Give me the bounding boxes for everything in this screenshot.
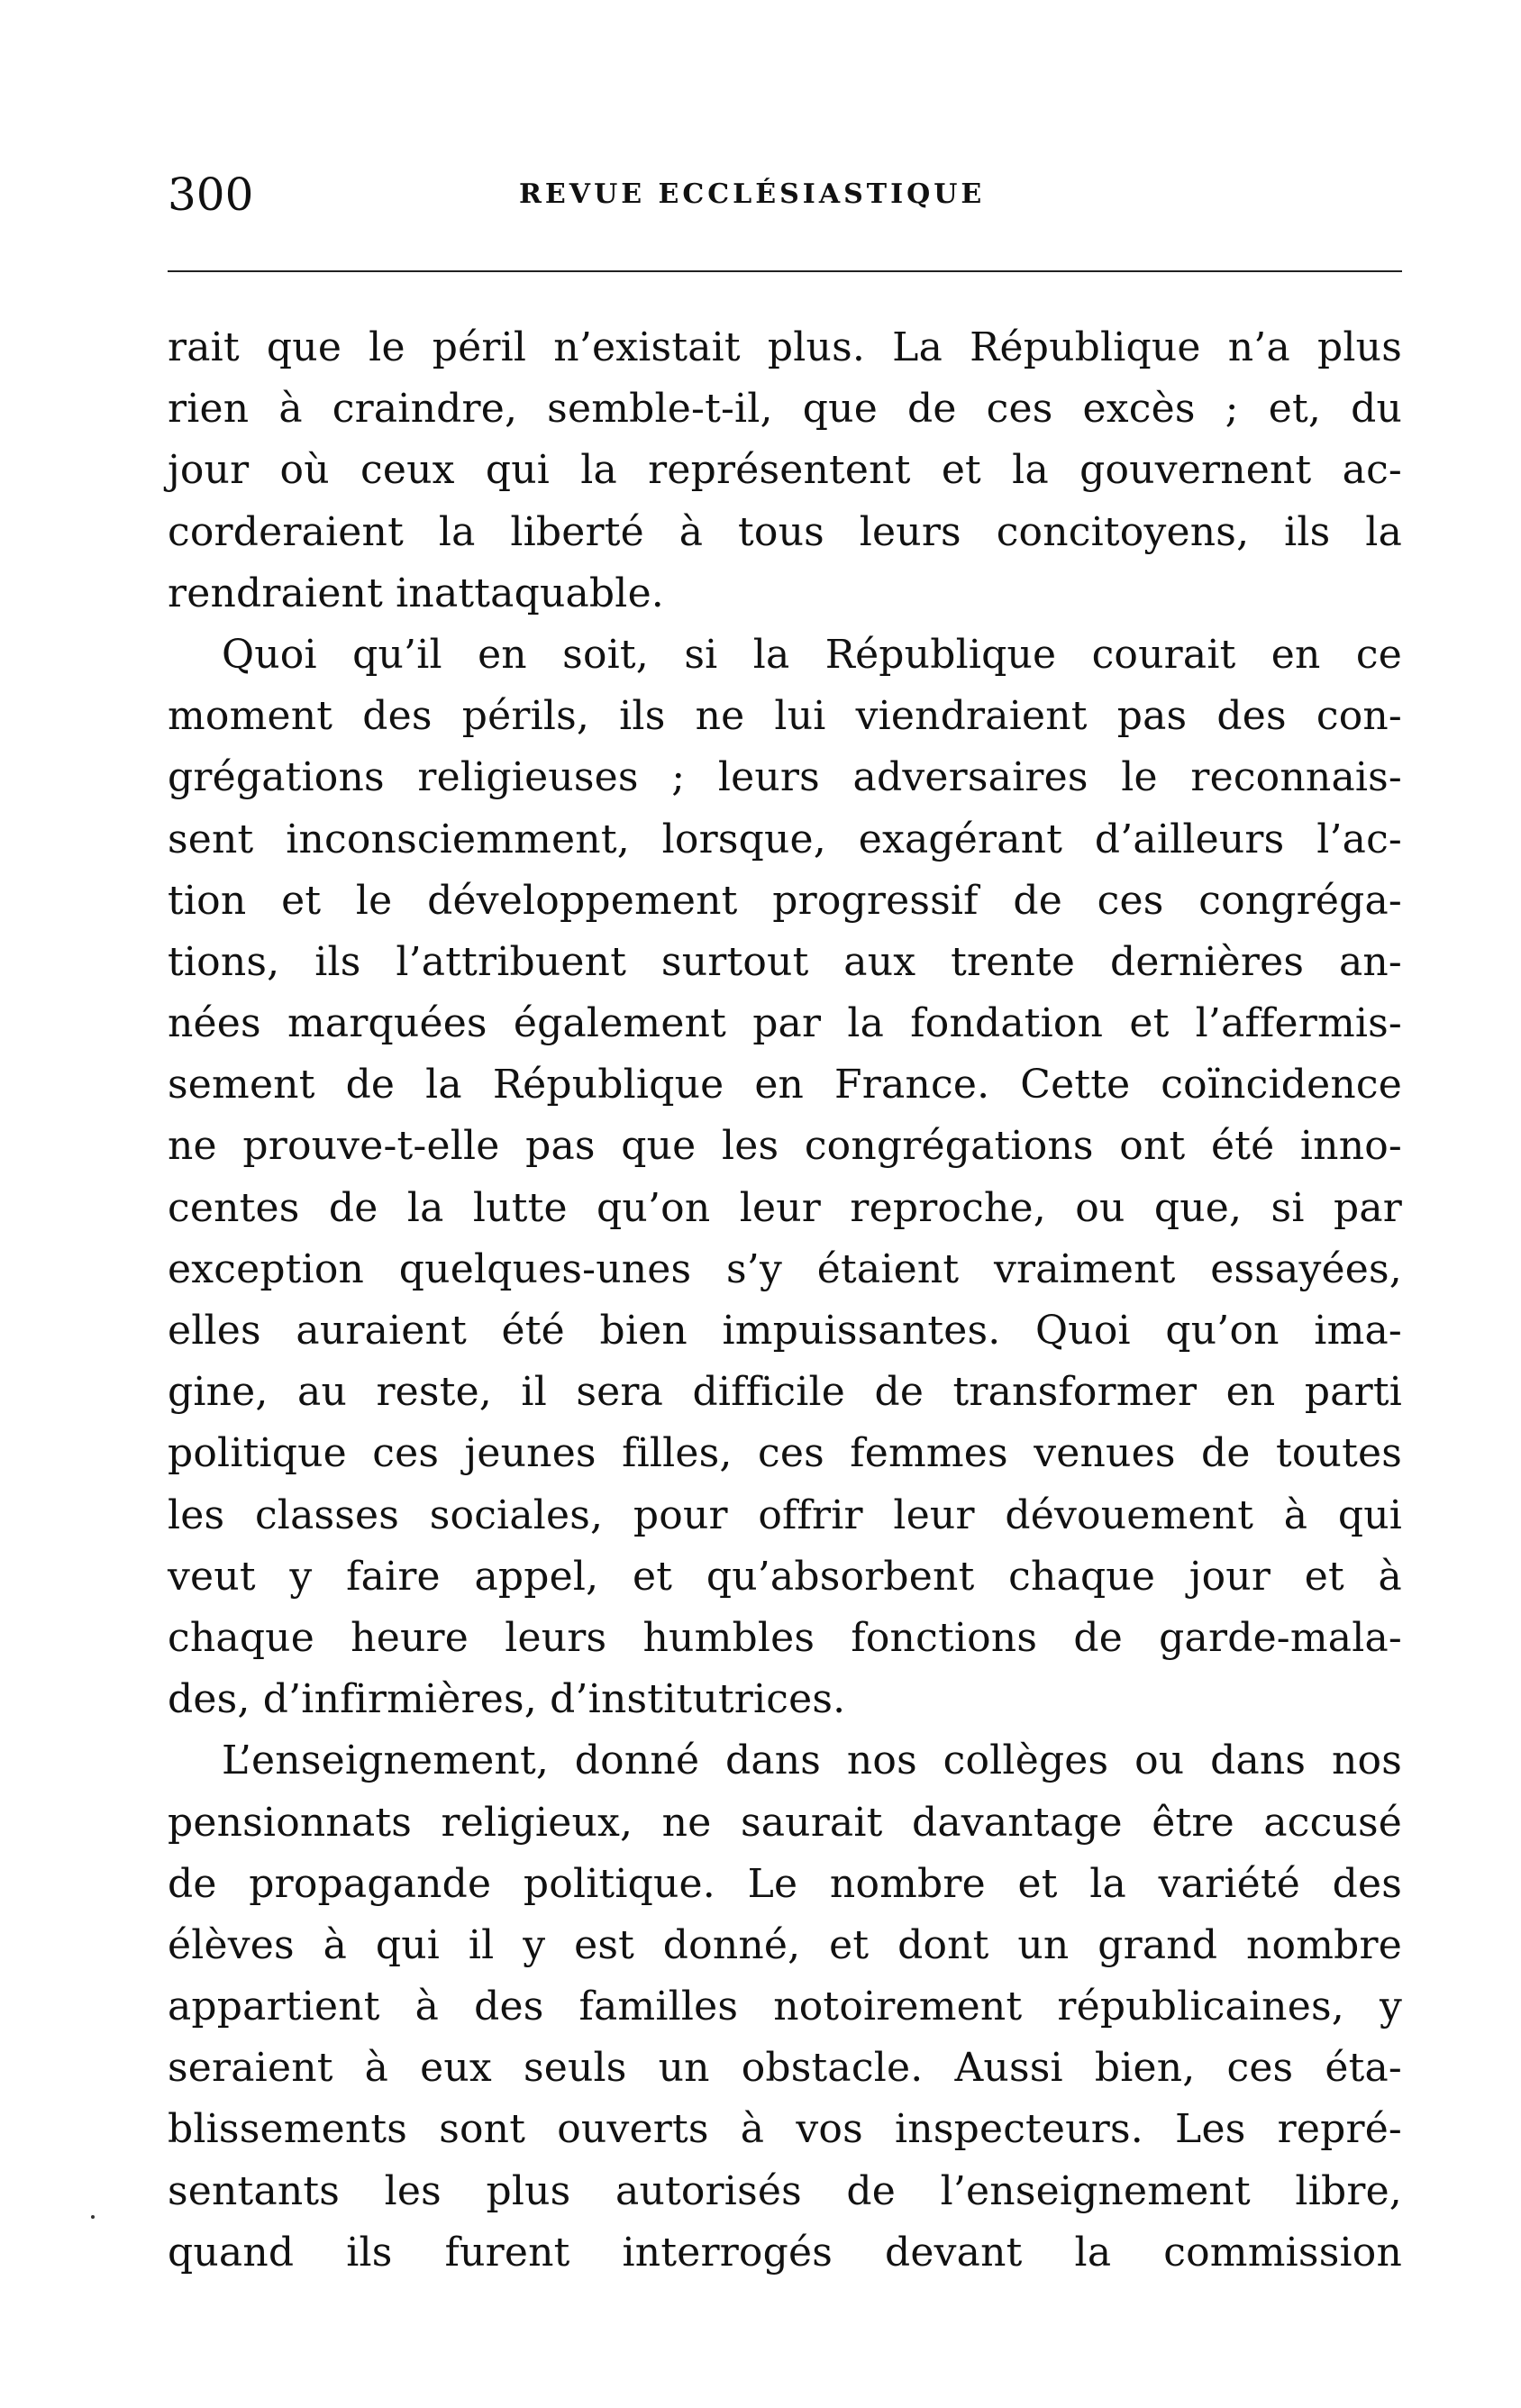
journal-title: REVUE ECCLÉSIASTIQUE <box>519 178 986 210</box>
text-line: grégations religieuses ; leurs adversaires le reconnais- <box>168 754 1402 801</box>
text-line: rien à craindre, semble-t-il, que de ces excès ; et, du <box>168 386 1402 433</box>
text-line: rendraient inattaquable. <box>168 570 664 616</box>
text-line: rait que le péril n’existait plus. La République n’a plus <box>168 324 1402 370</box>
header-rule <box>168 270 1402 272</box>
text-line: elles auraient été bien impuissantes. Quoi qu’on ima- <box>168 1308 1402 1354</box>
text-line: appartient à des familles notoirement républicaines, y <box>168 1984 1402 2030</box>
text-line: seraient à eux seuls un obstacle. Aussi bien, ces éta- <box>168 2045 1402 2092</box>
text-line: sentants les plus autorisés de l’enseignement libre, <box>168 2167 1402 2214</box>
text-line: sent inconsciemment, lorsque, exagérant d’ailleurs l’ac- <box>168 816 1402 862</box>
text-line: moment des périls, ils ne lui viendraient pas des con- <box>168 693 1402 740</box>
page-number: 300 <box>168 169 254 221</box>
text-line: nées marquées également par la fondation et l’affermis- <box>168 1000 1402 1047</box>
text-line: politique ces jeunes filles, ces femmes venues de toutes <box>168 1430 1402 1477</box>
text-line: ne prouve-t-elle pas que les congrégations ont été inno- <box>168 1123 1402 1170</box>
print-speck <box>91 2215 95 2219</box>
text-line: L’enseignement, donné dans nos collèges ou dans nos <box>222 1738 1402 1784</box>
body-text <box>168 317 1402 2284</box>
running-head <box>168 168 1402 222</box>
text-line: veut y faire appel, et qu’absorbent chaque jour et à <box>168 1553 1402 1600</box>
text-line: corderaient la liberté à tous leurs concitoyens, ils la <box>168 508 1402 555</box>
text-line: chaque heure leurs humbles fonctions de garde-mala- <box>168 1614 1402 1661</box>
text-line: pensionnats religieux, ne saurait davantage être accusé <box>168 1799 1402 1846</box>
text-line: les classes sociales, pour offrir leur dévouement à qui <box>168 1491 1402 1538</box>
text-line: jour où ceux qui la représentent et la gouvernent ac- <box>168 447 1402 494</box>
text-line: tions, ils l’attribuent surtout aux trente dernières an- <box>168 938 1402 985</box>
text-line: des, d’infirmières, d’institutrices. <box>168 1676 846 1723</box>
text-line: tion et le développement progressif de ces congréga- <box>168 877 1402 924</box>
text-line: élèves à qui il y est donné, et dont un grand nombre <box>168 1921 1402 1968</box>
text-line: blissements sont ouverts à vos inspecteurs. Les repré- <box>168 2106 1402 2153</box>
text-line: quand ils furent interrogés devant la commission <box>168 2229 1402 2276</box>
text-line: de propagande politique. Le nombre et la variété des <box>168 1860 1402 1907</box>
text-line: exception quelques-unes s’y étaient vraiment essayées, <box>168 1245 1402 1292</box>
text-line: Quoi qu’il en soit, si la République courait en ce <box>222 631 1402 678</box>
text-line: centes de la lutte qu’on leur reproche, ou que, si par <box>168 1184 1402 1231</box>
text-line: gine, au reste, il sera difficile de transformer en parti <box>168 1369 1402 1416</box>
text-line: sement de la République en France. Cette coïncidence <box>168 1062 1402 1108</box>
